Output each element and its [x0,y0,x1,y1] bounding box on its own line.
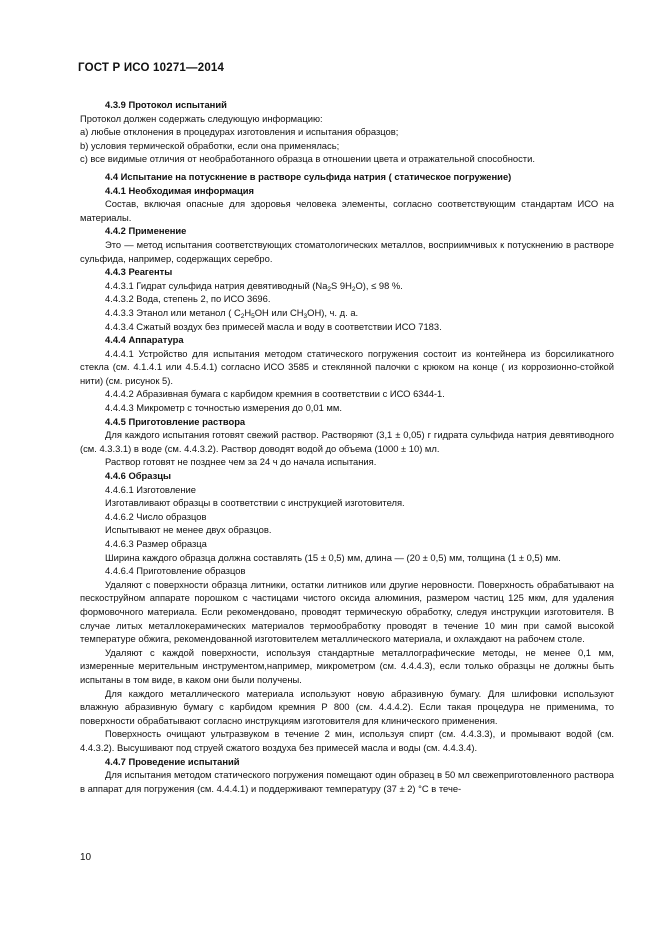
preparation-paragraph-4: Поверхность очищают ультразвуком в течение 2 мин, используя спирт (см. 4.4.3.3), и промывают водой (см. 4.4.3.2). Высушивают под струей сжатого воздуха без примесей масла и воды (см. 4.4.3.4). [80,728,614,753]
list-item-a: a) любые отклонения в процедурах изготовления и испытания образцов; [80,126,399,138]
section-4-4-3-title: 4.4.3 Реагенты [105,266,173,278]
apparatus-4-4-4-1: 4.4.4.1 Устройство для испытания методом статического погружения состоит из контейнера из борсиликатного стекла (см. 4.1.4.1 или 4.5.4.1) согласно ИСО 3585 и стеклянной палочки с крюком на конце ( из коррозионно-стойкой нити) (см. рисунок 5). [80,347,614,386]
section-4-4-1-text: Состав, включая опасные для здоровья человека элементы, согласно соответствующим стандартам ИСО на материалы. [80,198,614,223]
list-item-c: c) все видимые отличия от необработанного образца в отношении цвета и отражательной способности. [80,153,535,165]
subsection-4-4-6-1-text: Изготавливают образцы в соответствии с инструкцией изготовителя. [105,497,405,509]
section-4-3-9-title: 4.3.9 Протокол испытаний [105,99,227,110]
section-4-4-1-title: 4.4.1 Необходимая информация [105,184,254,196]
preparation-paragraph-3: Для каждого металлического материала используют новую абразивную бумагу. Для шлифовки используют влажную абразивную бумагу с карбидом кремния Р 800 (см. 4.4.4.2). Если такая процедура не применима, то поверхности обрабатывают согласно инструкциям изготовителя для клинического применения. [80,687,614,726]
section-4-4-5-text-1: Для каждого испытания готовят свежий раствор. Растворяют (3,1 ± 0,05) г гидрата сульфида натрия девятиводного (см. 4.3.3.1) в воде (см. 4.4.3.2). Раствор доводят водой до объема (1000 ± 10) мл. [80,429,614,454]
reagent-4-4-3-1: 4.4.3.1 Гидрат сульфида натрия девятиводный ($Na_2S$ $9H_2O$), ≤ 98 %. [105,279,403,293]
preparation-paragraph-2: Удаляют с каждой поверхности, используя стандартные металлографические методы, не менее 0,1 мм, измеренные мерительным инструментом,например, микрометром (см. 4.4.4.3), если только образцы не должны быть испытаны в том виде, в каком они были получены. [80,646,614,685]
section-4-4-2-text: Это — метод испытания соответствующих стоматологических металлов, восприимчивых к потускнению в растворе сульфида, например, содержащих серебро. [80,238,614,264]
section-4-4-5-title: 4.4.5 Приготовление раствора [105,415,246,427]
section-4-4-4-title: 4.4.4 Аппаратура [105,334,184,346]
apparatus-4-4-4-2: 4.4.4.2 Абразивная бумага с карбидом кремния в соответствии с ИСО 6344-1. [105,388,445,400]
reagent-4-4-3-3: 4.4.3.3 Этанол или метанол ( $C_2H_5OH$ или $CH_3OH$), ч. д. а. [105,306,359,320]
subsection-4-4-6-1-title: 4.4.6.1 Изготовление [105,483,197,495]
subsection-4-4-6-3-title: 4.4.6.3 Размер образца [105,538,207,549]
list-item-b: b) условия термической обработки, если она применялась; [80,139,340,151]
reagent-4-4-3-2: 4.4.3.2 Вода, степень 2, по ИСО 3696. [105,293,271,305]
subsection-4-4-6-4-title: 4.4.6.4 Приготовление образцов [105,565,246,577]
section-4-4-5-text-2: Раствор готовят не позднее чем за 24 ч до начала испытания. [105,456,377,468]
subsection-4-4-6-3-text: Ширина каждого образца должна составлять (15 ± 0,5) мм, длина — (20 ± 0,5) мм, толщина (1 ± 0,5) мм. [105,551,561,563]
standard-header: ГОСТ Р ИСО 10271—2014 [78,62,225,74]
subsection-4-4-6-2-text: Испытывают не менее двух образцов. [105,524,272,536]
section-4-3-9-intro: Протокол должен содержать следующую информацию: [80,112,323,124]
document-body [80,98,614,795]
section-4-4-7-text: Для испытания методом статического погружения помещают один образец в 50 мл свежеприготовленного раствора в аппарат для погружения (см. 4.4.4.1) и поддерживают температуру (37 ± 2) °C в тече- [80,769,614,794]
section-4-4-7-title: 4.4.7 Проведение испытаний [105,755,240,767]
apparatus-4-4-4-3: 4.4.4.3 Микрометр с точностью измерения до 0,01 мм. [105,402,342,414]
preparation-paragraph-1: Удаляют с поверхности образца литники, остатки литников или другие неровности. Поверхность обрабатывают на пескоструйном аппарате порошком с частицами чистого оксида алюминия, размером частиц 125 мкм, для удаления формовочного материала. Если рекомендовано, проводят термическую обработку, следуя инструкции изготовителя. В случае литых металлокерамических материалов термообработку проводят в течение 10 мин при самой высокой температуре обжига, рекомендованной изготовителем металлического материала, и охлаждают на рабочем столе. [80,578,614,645]
reagent-4-4-3-4: 4.4.3.4 Сжатый воздух без примесей масла и воду в соответствии ИСО 7183. [105,320,442,332]
section-4-4-title: 4.4 Испытание на потускнение в растворе сульфида натрия ( статическое погружение) [105,170,512,182]
section-4-4-2-title: 4.4.2 Применение [105,225,187,237]
page-number: 10 [80,852,92,863]
section-4-4-6-title: 4.4.6 Образцы [105,470,172,482]
subsection-4-4-6-2-title: 4.4.6.2 Число образцов [105,510,207,522]
